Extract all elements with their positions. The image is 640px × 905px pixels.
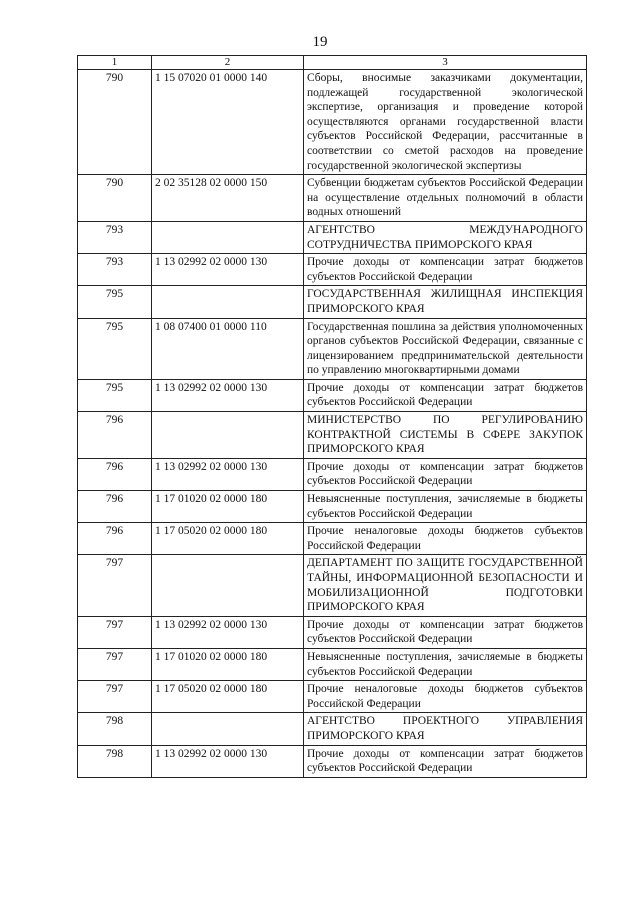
administrator-name-cell: МИНИСТЕРСТВО ПО РЕГУЛИРОВАНИЮ КОНТРАКТНОЙ СИСТЕМЫ В СФЕРЕ ЗАКУПОК ПРИМОРСКОГО КРАЯ [304, 412, 587, 459]
table-row [78, 175, 587, 222]
admin-code-cell: 795 [78, 286, 152, 318]
admin-code-cell: 798 [78, 713, 152, 745]
table-header-row [78, 56, 587, 70]
administrator-name-cell: АГЕНТСТВО МЕЖДУНАРОДНОГО СОТРУДНИЧЕСТВА ПРИМОРСКОГО КРАЯ [304, 221, 587, 253]
table-row [78, 616, 587, 648]
revenue-code-cell [152, 555, 304, 616]
table-row [78, 681, 587, 713]
revenue-description-cell: Прочие доходы от компенсации затрат бюджетов субъектов Российской Федерации [304, 254, 587, 286]
column-header-2: 2 [152, 56, 304, 70]
admin-code-cell: 793 [78, 221, 152, 253]
revenue-code-cell: 1 17 05020 02 0000 180 [152, 523, 304, 555]
table-row [78, 412, 587, 459]
revenue-code-cell: 1 17 01020 02 0000 180 [152, 491, 304, 523]
revenue-description-cell: Прочие доходы от компенсации затрат бюджетов субъектов Российской Федерации [304, 616, 587, 648]
admin-code-cell: 797 [78, 648, 152, 680]
column-header-1: 1 [78, 56, 152, 70]
admin-code-cell: 797 [78, 555, 152, 616]
table-row [78, 318, 587, 379]
revenue-description-cell: Невыясненные поступления, зачисляемые в бюджеты субъектов Российской Федерации [304, 491, 587, 523]
revenue-description-cell: Прочие доходы от компенсации затрат бюджетов субъектов Российской Федерации [304, 379, 587, 411]
table-row [78, 254, 587, 286]
table-row [78, 458, 587, 490]
table-row [78, 713, 587, 745]
admin-code-cell: 790 [78, 70, 152, 175]
administrator-name-cell: ДЕПАРТАМЕНТ ПО ЗАЩИТЕ ГОСУДАРСТВЕННОЙ ТАЙНЫ, ИНФОРМАЦИОННОЙ БЕЗОПАСНОСТИ И МОБИЛИЗАЦИОННОЙ ПОДГОТОВКИ ПРИМОРСКОГО КРАЯ [304, 555, 587, 616]
table-row [78, 745, 587, 777]
table-row [78, 221, 587, 253]
revenue-code-cell [152, 221, 304, 253]
revenue-code-cell: 1 13 02992 02 0000 130 [152, 745, 304, 777]
table-row [78, 286, 587, 318]
admin-code-cell: 796 [78, 412, 152, 459]
revenue-description-cell: Прочие неналоговые доходы бюджетов субъектов Российской Федерации [304, 523, 587, 555]
revenue-description-cell: Прочие доходы от компенсации затрат бюджетов субъектов Российской Федерации [304, 745, 587, 777]
admin-code-cell: 793 [78, 254, 152, 286]
admin-code-cell: 795 [78, 379, 152, 411]
table-row [78, 379, 587, 411]
revenue-code-cell [152, 412, 304, 459]
table-body [78, 70, 587, 778]
revenue-description-cell: Прочие доходы от компенсации затрат бюджетов субъектов Российской Федерации [304, 458, 587, 490]
revenue-code-cell: 2 02 35128 02 0000 150 [152, 175, 304, 222]
admin-code-cell: 796 [78, 523, 152, 555]
admin-code-cell: 790 [78, 175, 152, 222]
revenue-description-cell: Сборы, вносимые заказчиками документации, подлежащей государственной экологической экспертизе, организация и проведение которой осуществляются органами государственной власти субъектов Российской Федерации, рассчитанные в соответствии со сметой расходов на проведение государственной экологической экспертизы [304, 70, 587, 175]
revenue-code-cell [152, 713, 304, 745]
admin-code-cell: 796 [78, 491, 152, 523]
admin-code-cell: 797 [78, 616, 152, 648]
revenue-description-cell: Субвенции бюджетам субъектов Российской Федерации на осуществление отдельных полномочий в области водных отношений [304, 175, 587, 222]
revenue-description-cell: Прочие неналоговые доходы бюджетов субъектов Российской Федерации [304, 681, 587, 713]
revenue-code-cell: 1 13 02992 02 0000 130 [152, 458, 304, 490]
revenue-description-cell: Невыясненные поступления, зачисляемые в бюджеты субъектов Российской Федерации [304, 648, 587, 680]
administrator-name-cell: ГОСУДАРСТВЕННАЯ ЖИЛИЩНАЯ ИНСПЕКЦИЯ ПРИМОРСКОГО КРАЯ [304, 286, 587, 318]
admin-code-cell: 798 [78, 745, 152, 777]
table-row [78, 491, 587, 523]
column-header-3: 3 [304, 56, 587, 70]
administrator-name-cell: АГЕНТСТВО ПРОЕКТНОГО УПРАВЛЕНИЯ ПРИМОРСКОГО КРАЯ [304, 713, 587, 745]
revenue-code-cell: 1 13 02992 02 0000 130 [152, 379, 304, 411]
revenue-code-cell: 1 08 07400 01 0000 110 [152, 318, 304, 379]
page-number: 19 [312, 34, 328, 50]
revenue-code-cell: 1 13 02992 02 0000 130 [152, 254, 304, 286]
admin-code-cell: 797 [78, 681, 152, 713]
table-row [78, 648, 587, 680]
revenue-code-cell: 1 15 07020 01 0000 140 [152, 70, 304, 175]
table-row [78, 70, 587, 175]
table-row [78, 523, 587, 555]
revenue-code-cell [152, 286, 304, 318]
revenue-code-cell: 1 17 01020 02 0000 180 [152, 648, 304, 680]
revenue-code-cell: 1 17 05020 02 0000 180 [152, 681, 304, 713]
admin-code-cell: 795 [78, 318, 152, 379]
admin-code-cell: 796 [78, 458, 152, 490]
revenue-code-cell: 1 13 02992 02 0000 130 [152, 616, 304, 648]
table-row [78, 555, 587, 616]
revenue-description-cell: Государственная пошлина за действия уполномоченных органов субъектов Российской Федерации, связанные с лицензированием предпринимательской деятельности по управлению многоквартирными домами [304, 318, 587, 379]
revenue-codes-table [77, 55, 587, 778]
